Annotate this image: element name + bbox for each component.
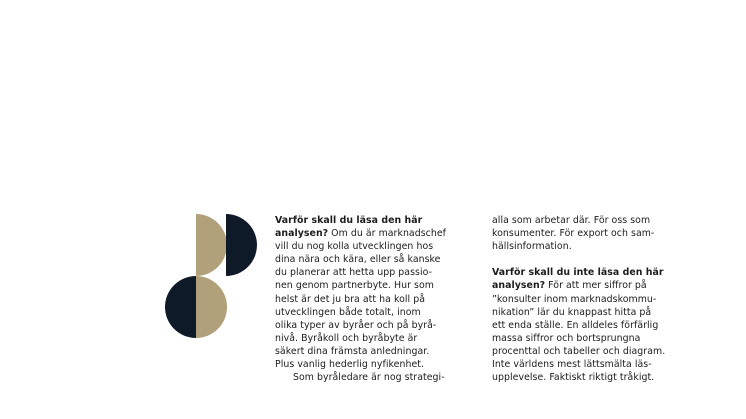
right-heading-line1: Varför skall du inte läsa den här	[492, 267, 664, 279]
left-text-column	[275, 214, 475, 384]
logo-bottom-right-half	[196, 276, 227, 338]
right-line: ”konsulter inom marknadskommu-	[492, 293, 657, 305]
left-line: säkert dina främsta anledningar.	[275, 345, 430, 357]
right-line: nikation” lär du knappast hitta på	[492, 306, 652, 318]
left-line: dina nära och kära, eller så kanske	[275, 254, 441, 266]
right-heading-line2: analysen? För att mer siffror på	[492, 280, 647, 292]
left-line: utvecklingen både totalt, inom	[275, 306, 421, 318]
logo-top-right-half	[226, 214, 257, 276]
right-paragraph-bottom	[492, 266, 702, 384]
right-line: alla som arbetar där. För oss som	[492, 215, 651, 226]
right-line: upplevelse. Faktiskt riktigt tråkigt.	[492, 372, 655, 384]
left-line: helst är det ju bra att ha koll på	[275, 293, 426, 305]
right-line: procenttal och tabeller och diagram.	[492, 345, 666, 357]
left-line: nen genom partnerbyte. Hur som	[275, 280, 434, 292]
logo-top-left-half	[196, 214, 227, 276]
right-line: Inte världens mest lättsmälta läs-	[492, 359, 652, 371]
right-line: hällsinformation.	[492, 241, 572, 253]
left-heading-line1: Varför skall du läsa den här	[275, 215, 423, 226]
logo-bottom-left-half	[165, 276, 196, 338]
left-paragraph	[275, 214, 475, 384]
left-heading-line2: analysen? Om du är marknadschef	[275, 228, 447, 240]
left-line: du planerar att hetta upp passio-	[275, 267, 433, 279]
right-paragraph-top	[492, 214, 702, 253]
left-line-indented: Som byråledare är nog strategi-	[293, 372, 445, 384]
left-line: olika typer av byråer och på byrå-	[275, 319, 437, 331]
left-line: nivå. Byråkoll och byråbyte är	[275, 332, 418, 344]
right-line: konsumenter. För export och sam-	[492, 228, 655, 240]
left-line: vill du nog kolla utvecklingen hos	[275, 241, 434, 253]
right-line: ett enda ställe. En alldeles förfärlig	[492, 319, 659, 331]
right-line: massa siffror och bortsprungna	[492, 332, 641, 344]
half-circle-logo-icon	[164, 214, 258, 338]
paragraph-gap	[492, 253, 702, 266]
left-line: Plus vanlig hederlig nyfikenhet.	[275, 359, 425, 371]
right-text-column	[492, 214, 702, 384]
